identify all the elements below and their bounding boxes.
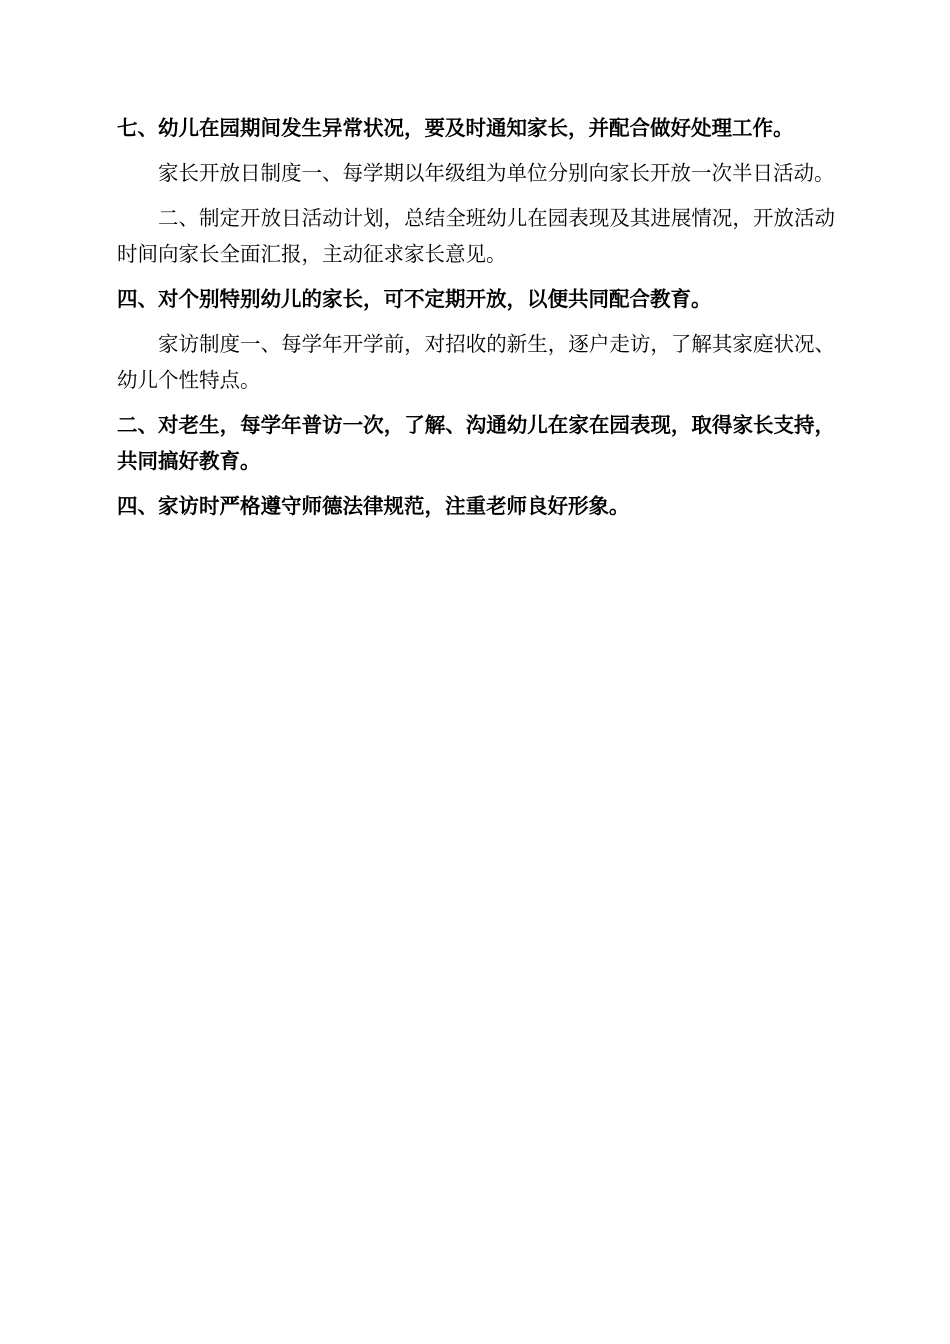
paragraph-open-day-system-1: 家长开放日制度一、每学期以年级组为单位分别向家长开放一次半日活动。	[158, 161, 835, 185]
paragraph-home-visit-system-2: 二、对老生，每学年普访一次，了解、沟通幼儿在家在园表现，取得家长支持，共同搞好教育。	[117, 413, 835, 473]
paragraph-item-7-abnormal-situation: 七、幼儿在园期间发生异常状况，要及时通知家长，并配合做好处理工作。	[117, 116, 794, 140]
paragraph-gap	[117, 146, 835, 155]
paragraph-home-visit-system-4: 四、家访时严格遵守师德法律规范，注重老师良好形象。	[117, 494, 630, 518]
paragraph-home-visit-system-1: 家访制度一、每学年开学前，对招收的新生，逐户走访，了解其家庭状况、幼儿个性特点。	[117, 332, 835, 392]
paragraph-gap	[117, 479, 835, 488]
document-body	[117, 110, 835, 524]
paragraph-open-day-system-4: 四、对个别特别幼儿的家长，可不定期开放，以便共同配合教育。	[117, 287, 712, 311]
paragraph-gap	[117, 191, 835, 200]
paragraph-open-day-system-2: 二、制定开放日活动计划，总结全班幼儿在园表现及其进展情况，开放活动时间向家长全面汇报，主动征求家长意见。	[117, 206, 835, 266]
paragraph-gap	[117, 398, 835, 407]
paragraph-gap	[117, 272, 835, 281]
paragraph-gap	[117, 317, 835, 326]
